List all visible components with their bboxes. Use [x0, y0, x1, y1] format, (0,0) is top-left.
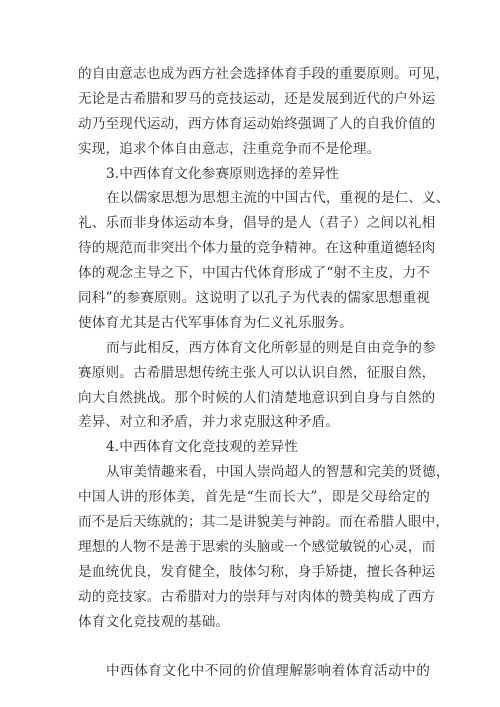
blank-line — [78, 634, 430, 659]
text-line: 而与此相反，西方体育文化所彰显的则是自由竞争的参 — [106, 339, 436, 356]
text-line: 中国人讲的形体美，首先是“生而长大”，即是父母给定的 — [78, 489, 430, 506]
text-line: 礼、乐而非身体运动本身，倡导的是人（君子）之间以礼相 — [78, 215, 436, 232]
text-line: 差异、对立和矛盾，并力求克服这种矛盾。 — [78, 414, 340, 431]
text-line: 从审美情趣来看，中国人崇尚超人的智慧和完美的贤德， — [106, 464, 450, 481]
text-line: 实现，追求个体自由意志，注重竞争而不是伦理。 — [78, 140, 381, 157]
body-text — [78, 62, 450, 684]
text-line: 理想的人物不是善于思索的头脑或一个感觉敏锐的心灵，而 — [78, 538, 436, 555]
text-line: 的自由意志也成为西方社会选择体育手段的重要原则。可见， — [78, 66, 450, 82]
text-line: 体的观念主导之下，中国古代体育形成了“射不主皮，力不 — [78, 265, 430, 282]
text-line: 中西体育文化中不同的价值理解影响着体育活动中的 — [106, 663, 430, 680]
section-heading: 4.中西体育文化竞技观的差异性 — [106, 439, 298, 456]
text-line: 而不是后天练就的；其二是讲貌美与神韵。而在希腊人眼中， — [78, 514, 450, 531]
text-line: 在以儒家思想为思想主流的中国古代，重视的是仁、义、 — [106, 190, 450, 207]
text-line: 使体育尤其是古代军事体育为仁义礼乐服务。 — [78, 314, 353, 331]
text-line: 向大自然挑战。那个时候的人们清楚地意识到自身与自然的 — [78, 389, 436, 406]
text-line: 体育文化竞技观的基础。 — [78, 613, 230, 630]
text-line: 赛原则。古希腊思想传统主张人可以认识自然，征服自然， — [78, 364, 436, 381]
section-heading: 3.中西体育文化参赛原则选择的差异性 — [106, 165, 340, 182]
text-line: 无论是古希腊和罗马的竞技运动，还是发展到近代的户外运 — [78, 90, 436, 107]
text-line: 动的竞技家。古希腊对力的崇拜与对肉体的赞美构成了西方 — [78, 588, 436, 605]
text-line: 动乃至现代运动，西方体育运动始终强调了人的自我价值的 — [78, 115, 436, 132]
text-line: 同科”的参赛原则。这说明了以孔子为代表的儒家思想重视 — [78, 290, 430, 307]
text-line: 待的规范而非突出个体力量的竞争精神。在这种重道德轻肉 — [78, 240, 436, 257]
text-line: 是血统优良，发育健全，肢体匀称，身手矫捷，擅长各种运 — [78, 563, 436, 580]
